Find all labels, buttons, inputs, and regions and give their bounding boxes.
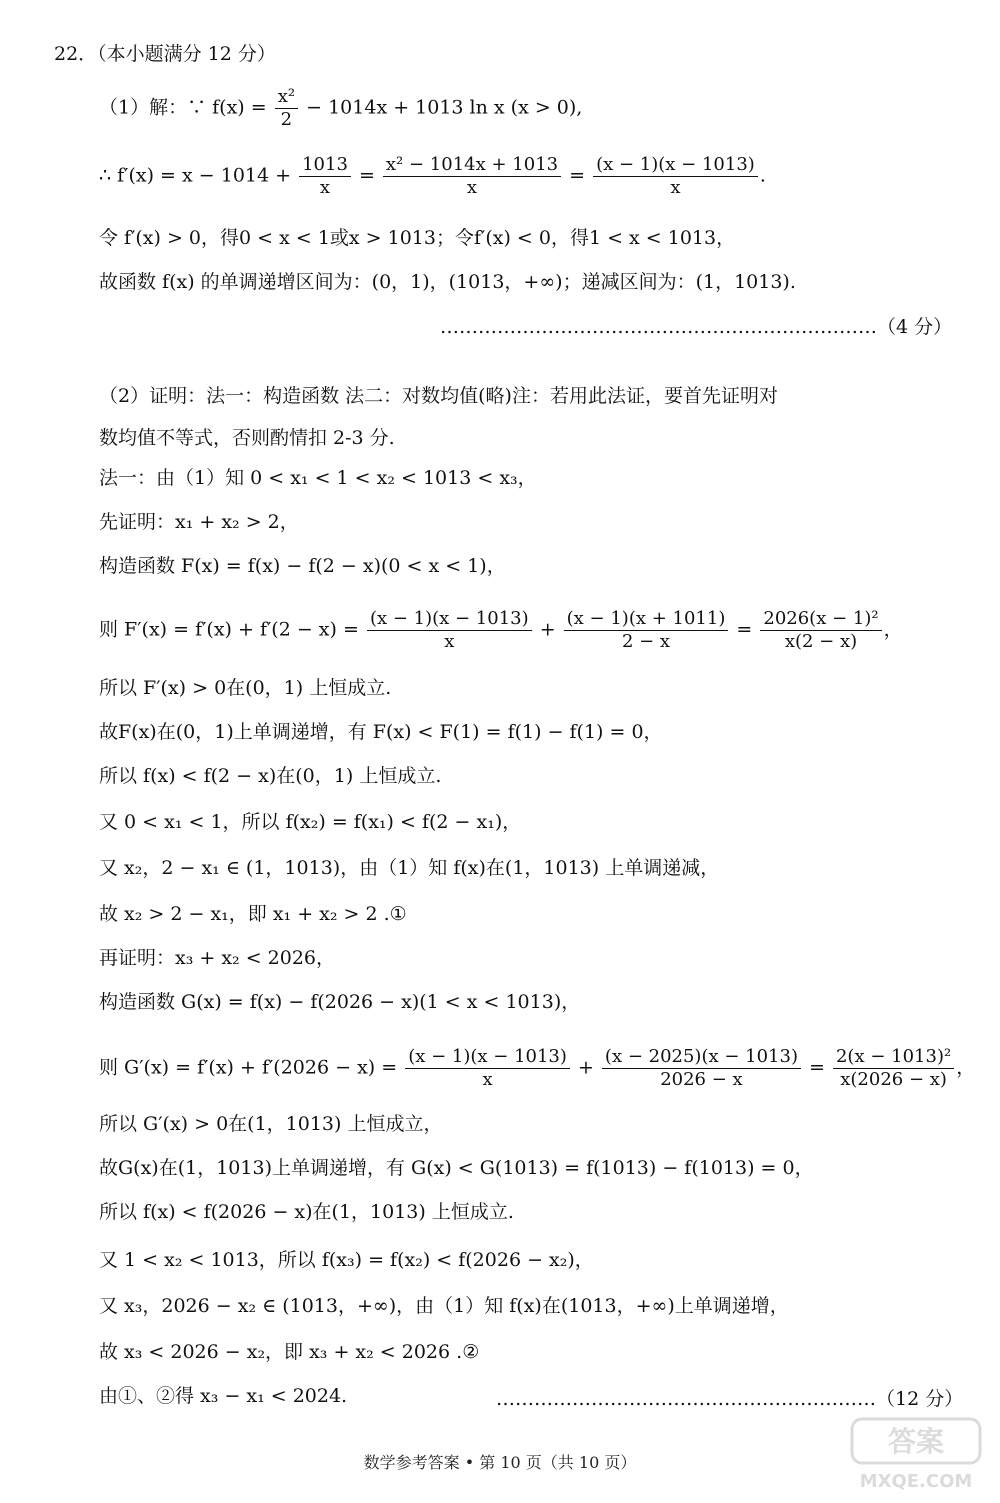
frac-num: (x − 1)(x + 1011) [564, 608, 729, 631]
equals: = [730, 618, 759, 641]
Gprime-lead: 则 G′(x) = f′(x) + f′(2026 − x) = [99, 1056, 404, 1079]
part1-line2 [99, 154, 766, 199]
part1-fx-lead: ∵ f(x) = [187, 96, 273, 119]
frac-den: x(2 − x) [784, 631, 858, 652]
frac-num: 1013 [299, 154, 351, 177]
page-footer: 数学参考答案 • 第 10 页（共 10 页） [363, 1453, 637, 1472]
part1-line3: 令 f′(x) > 0，得0 < x < 1或x > 1013；令f′(x) < 0，得1 < x < 1013， [99, 227, 736, 249]
comma: ， [956, 1056, 976, 1079]
part2-line-b5: 故G(x)在(1，1013)上单调递增，有 G(x) < G(1013) = f(1013) − f(1013) = 0， [99, 1157, 814, 1179]
frac-den: 2 [280, 109, 293, 130]
part2-line-b1: 再证明：x₃ + x₂ < 2026， [99, 947, 336, 969]
watermark-logo [846, 1415, 986, 1495]
fraction-b3-2 [602, 1046, 801, 1091]
part2-line-b7: 又 1 < x₂ < 1013，所以 f(x₃) = f(x₂) < f(2026 − x₂)， [99, 1249, 594, 1271]
part2-line-a7: 所以 f(x) < f(2 − x)在(0，1) 上恒成立. [99, 765, 442, 787]
part1-score-row [440, 312, 952, 339]
frac-num: (x − 1)(x − 1013) [405, 1046, 570, 1069]
part2-line-b8: 又 x₃，2026 − x₂ ∈ (1013，+∞)，由（1）知 f(x)在(1013，+∞)上单调递增， [99, 1295, 789, 1317]
period: . [759, 164, 766, 187]
problem-header: 22．（本小题满分 12 分） [54, 43, 276, 65]
frac-den: x [466, 177, 478, 198]
frac-num: (x − 1)(x − 1013) [593, 154, 758, 177]
part1-line1 [99, 86, 582, 131]
derivative-lead: ∴ f′(x) = x − 1014 + [99, 164, 298, 187]
frac-num: (x − 1)(x − 1013) [367, 608, 532, 631]
part2-line-b9: 故 x₃ < 2026 − x₂，即 x₃ + x₂ < 2026 .② [99, 1341, 480, 1363]
part2-score: （12 分） [876, 1388, 964, 1410]
leader-dots: …………………………………………………………… [440, 316, 877, 338]
frac-den: 2026 − x [660, 1069, 743, 1090]
fraction-1013-over-x [299, 154, 351, 199]
frac-den: x [482, 1069, 493, 1090]
equals: = [563, 164, 592, 187]
svg-text:答案: 答案 [887, 1425, 945, 1458]
part2-line-b2: 构造函数 G(x) = f(x) − f(2026 − x)(1 < x < 1013)， [99, 991, 581, 1013]
frac-den: x [444, 631, 455, 652]
fraction-b3-1 [405, 1046, 570, 1091]
fraction-quadratic-over-x [383, 154, 561, 199]
part2-line-a2: 先证明：x₁ + x₂ > 2， [99, 511, 299, 533]
part2-intro-line1: （2）证明：法一：构造函数 法二：对数均值(略)注：若用此法证，要首先证明对 [99, 385, 778, 407]
part1-score: （4 分） [877, 316, 953, 338]
equals: = [802, 1056, 831, 1079]
part1-fx-tail: − 1014x + 1013 ln x (x > 0), [300, 96, 583, 119]
part2-line-a8: 又 0 < x₁ < 1，所以 f(x₂) = f(x₁) < f(2 − x₁)， [99, 811, 522, 833]
part2-intro-line2: 数均值不等式，否则酌情扣 2-3 分. [99, 427, 395, 449]
part1-label: （1）解： [99, 96, 188, 119]
part2-line-a6: 故F(x)在(0，1)上单调递增，有 F(x) < F(1) = f(1) − f(1) = 0， [99, 721, 663, 743]
fraction-x2-over-2 [275, 86, 298, 131]
fraction-a4-2 [564, 608, 729, 653]
frac-den: x(2026 − x) [840, 1069, 947, 1090]
frac-num: x² − 1014x + 1013 [383, 154, 561, 177]
frac-den: x [319, 177, 331, 198]
fraction-b3-3 [833, 1046, 954, 1091]
fraction-a4-3 [760, 608, 881, 653]
part2-line-a3: 构造函数 F(x) = f(x) − f(2 − x)(0 < x < 1)， [99, 555, 506, 577]
svg-text:MXQE.COM: MXQE.COM [859, 1471, 973, 1492]
comma: ， [883, 618, 903, 641]
fraction-a4-1 [367, 608, 532, 653]
frac-num: (x − 2025)(x − 1013) [602, 1046, 801, 1069]
part2-line-b6: 所以 f(x) < f(2026 − x)在(1，1013) 上恒成立. [99, 1201, 514, 1223]
leader-dots: …………………………………………………… [496, 1388, 876, 1410]
frac-den: 2 − x [621, 631, 671, 652]
part2-line-a4 [99, 608, 903, 653]
frac-den: x [670, 177, 681, 198]
equals: = [352, 164, 381, 187]
frac-num: 2(x − 1013)² [833, 1046, 954, 1069]
part2-line-b4: 所以 G′(x) > 0在(1，1013) 上恒成立， [99, 1113, 443, 1135]
plus: + [533, 618, 562, 641]
plus: + [571, 1056, 600, 1079]
Fprime-lead: 则 F′(x) = f′(x) + f′(2 − x) = [99, 618, 365, 641]
part2-line-a5: 所以 F′(x) > 0在(0，1) 上恒成立. [99, 677, 392, 699]
part2-line-a10: 故 x₂ > 2 − x₁，即 x₁ + x₂ > 2 .① [99, 903, 407, 925]
fraction-factored-over-x [593, 154, 758, 199]
part1-line4: 故函数 f(x) 的单调递增区间为：(0，1)，(1013，+∞)；递减区间为：(1，1013). [99, 271, 796, 293]
part2-line-a1: 法一：由（1）知 0 < x₁ < 1 < x₂ < 1013 < x₃， [99, 467, 537, 489]
watermark-icon [846, 1415, 986, 1495]
frac-num: 2026(x − 1)² [760, 608, 881, 631]
part2-conclusion: 由①、②得 x₃ − x₁ < 2024. [99, 1385, 348, 1407]
part2-line-a9: 又 x₂，2 − x₁ ∈ (1，1013)，由（1）知 f(x)在(1，1013) 上单调递减， [99, 857, 720, 879]
part2-line-b3 [99, 1046, 975, 1091]
part2-score-row [496, 1384, 963, 1411]
frac-num: x² [275, 86, 298, 109]
